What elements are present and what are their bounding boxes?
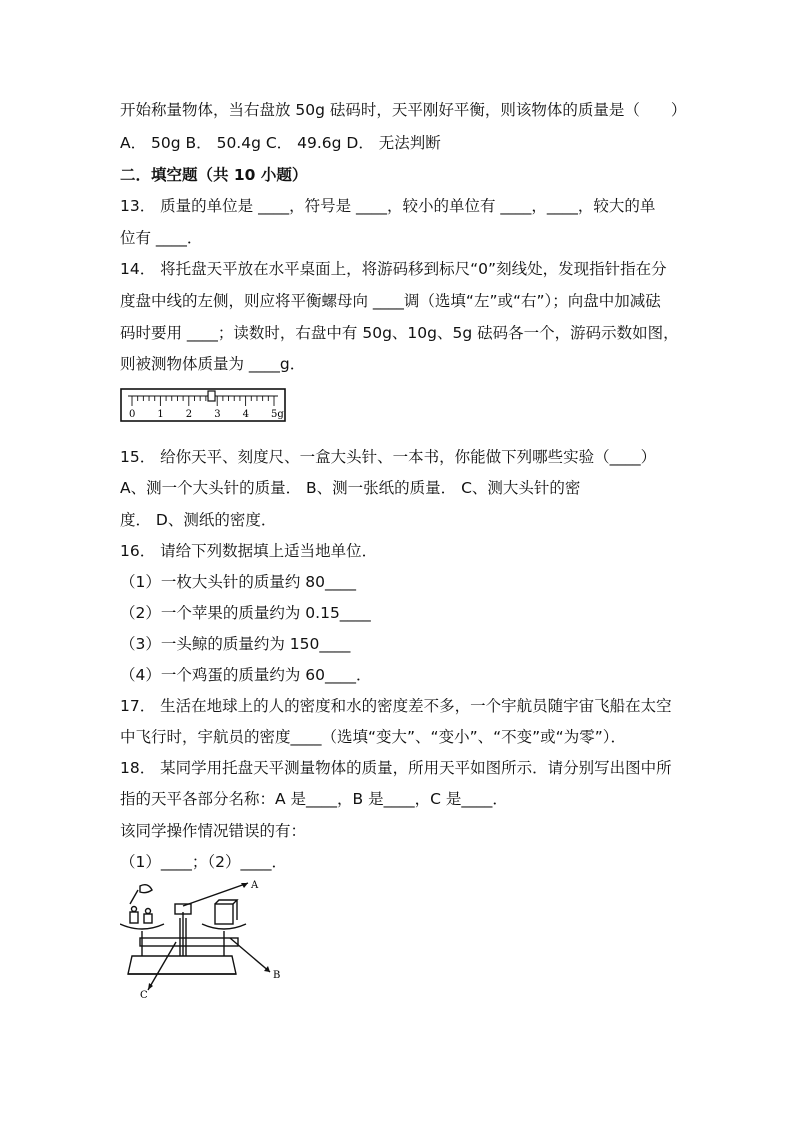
- q16-item-4: （4）一个鸡蛋的质量约为 60____．: [120, 666, 372, 684]
- label-a: A: [251, 880, 259, 891]
- prev-question-options: A． 50g B． 50.4g C． 49.6g D． 无法判断: [120, 134, 441, 152]
- label-c: C: [140, 990, 148, 1001]
- weight-2-knob: [146, 909, 151, 914]
- q14-line-3: 码时要用 ____；读数时，右盘中有 50g、10g、5g 砝码各一个，游码示数如图，: [120, 324, 679, 342]
- q18-line-4: （1）____；（2）____．: [120, 853, 287, 871]
- q15-options-line-1: A、测一个大头针的质量． B、测一张纸的质量． C、测大头针的密: [120, 479, 581, 497]
- leader-c: [148, 942, 176, 990]
- q16-item-2: （2）一个苹果的质量约为 0.15____: [120, 604, 371, 622]
- q14-line-2: 度盘中线的左侧，则应将平衡螺母向 ____调（选填“左”或“右”）；向盘中加减砝: [120, 292, 661, 310]
- rider-marker: [208, 391, 215, 401]
- leader-b: [230, 938, 270, 972]
- q16-item-1: （1）一枚大头针的质量约 80____: [120, 573, 357, 591]
- balance-base: [128, 956, 236, 974]
- q18-line-1: 18． 某同学用托盘天平测量物体的质量，所用天平如图所示．请分别写出图中所: [120, 759, 672, 777]
- q14-line-4: 则被测物体质量为 ____g．: [120, 355, 306, 373]
- scale-label: 1: [157, 409, 164, 420]
- object-block: [215, 904, 233, 924]
- weight-1: [130, 912, 138, 923]
- label-b: B: [273, 970, 281, 981]
- q15-options-line-2: 度． D、测纸的密度．: [120, 511, 277, 529]
- balance-figure: [120, 876, 300, 1002]
- weight-1-knob: [132, 907, 137, 912]
- q14-line-1: 14． 将托盘天平放在水平桌面上，将游码移到标尺“0”刻线处，发现指针指在分: [120, 260, 667, 278]
- hand-sketch: [140, 885, 152, 893]
- q17-line-1: 17． 生活在地球上的人的密度和水的密度差不多，一个宇航员随宇宙飞船在太空: [120, 697, 672, 715]
- section-title: 二．填空题（共 10 小题）: [120, 166, 308, 184]
- scale-frame: [121, 389, 285, 421]
- q13-line-1: 13． 质量的单位是 ____，符号是 ____，较小的单位有 ____，____，较大的单: [120, 197, 656, 215]
- q16-item-3: （3）一头鲸的质量约为 150____: [120, 635, 351, 653]
- q17-line-2: 中飞行时，宇航员的密度____（选填“变大”、“变小”、“不变”或“为零”）．: [120, 728, 626, 746]
- scale-label: 3: [214, 409, 221, 420]
- scale-label: 4: [242, 409, 249, 420]
- scale-label: 2: [185, 409, 193, 420]
- q16-stem: 16． 请给下列数据填上适当地单位．: [120, 542, 378, 560]
- prev-question-stem: 开始称量物体，当右盘放 50g 砝码时，天平刚好平衡，则该物体的质量是（ ）: [120, 101, 687, 119]
- scale-label: 0: [129, 409, 136, 420]
- motion-mark: [130, 890, 138, 904]
- q15-stem: 15． 给你天平、刻度尺、一盒大头针、一本书，你能做下列哪些实验（____）: [120, 448, 657, 466]
- q18-line-2: 指的天平各部分名称：A 是____，B 是____，C 是____．: [120, 790, 508, 808]
- q13-line-2: 位有 ____．: [120, 229, 203, 247]
- scale-label: 5g: [271, 409, 284, 420]
- right-pan: [202, 924, 246, 929]
- rider-scale-figure: [120, 386, 286, 424]
- q18-line-3: 该同学操作情况错误的有：: [120, 822, 307, 840]
- left-pan: [120, 924, 164, 929]
- weight-2: [144, 914, 152, 923]
